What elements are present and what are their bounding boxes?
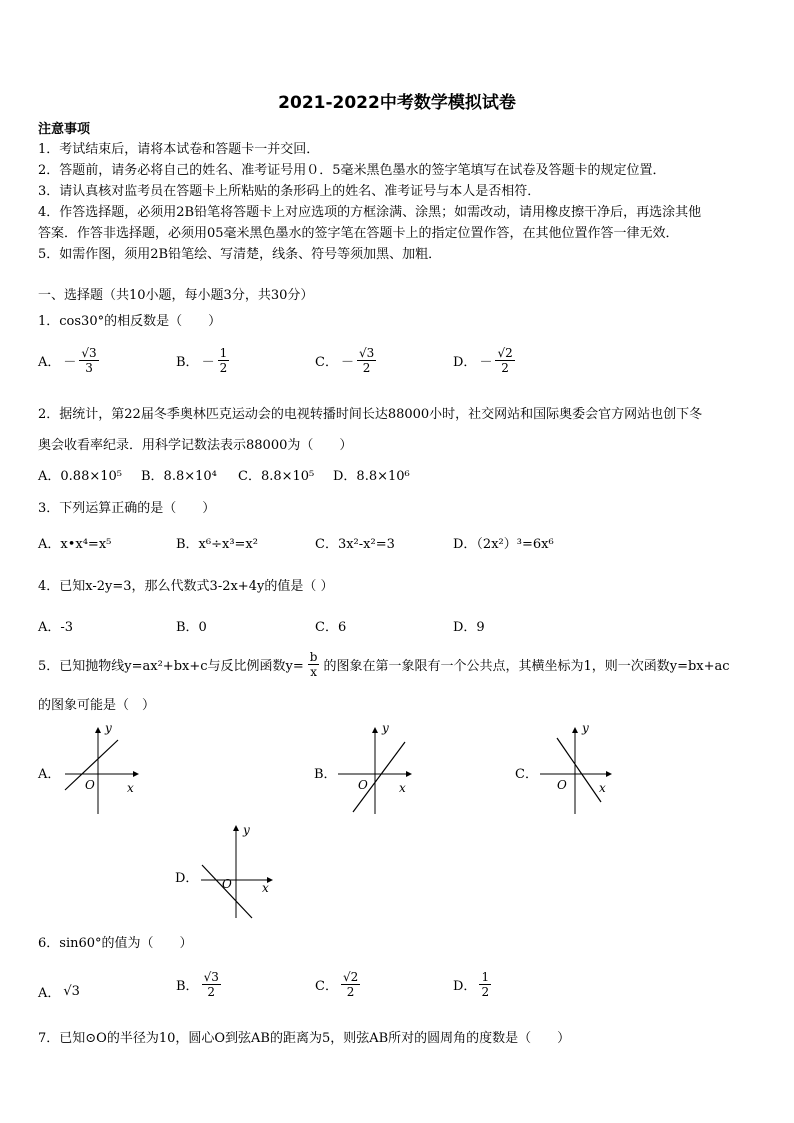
notice-item-2: 2．答题前，请务必将自己的姓名、准考证号用０．5毫米黑色墨水的签字笔填写在试卷及答题卡的规定位置．	[38, 163, 666, 178]
q2-stem-line1: 2．据统计，第22届冬季奥林匹克运动会的电视转播时间长达88000小时，社交网站和国际奥委会官方网站也创下冬	[38, 407, 703, 422]
q1-b-den: 2	[219, 361, 228, 375]
q5-graph-c-line	[557, 738, 601, 802]
svg-text:x: x	[127, 781, 134, 795]
q4-option-a: A．-3	[38, 620, 74, 635]
q6-c-den: 2	[346, 985, 355, 999]
q6-c-label: C．	[315, 979, 338, 994]
svg-text:O: O	[358, 778, 368, 792]
q6-option-c	[315, 970, 360, 999]
q1-option-b	[176, 346, 229, 375]
q3-option-b: B．x⁶÷x³=x²	[176, 537, 258, 552]
q1-option-a	[38, 346, 99, 375]
q5-graph-a	[60, 722, 150, 822]
q1-a-fraction	[79, 346, 98, 375]
q6-option-a	[38, 982, 80, 1001]
q6-option-d	[453, 970, 491, 999]
q1-c-sign: －	[340, 355, 354, 370]
q1-c-fraction	[357, 346, 376, 375]
notice-item-1: 1．考试结束后，请将本试卷和答题卡一并交回．	[38, 142, 320, 157]
q2-option-a: A．0.88×10⁵	[38, 469, 122, 484]
q1-option-d	[453, 346, 515, 375]
svg-text:y: y	[582, 722, 589, 735]
q1-a-den: 3	[85, 361, 93, 375]
q1-c-num: √3	[358, 346, 375, 360]
q6-d-den: 2	[481, 985, 490, 999]
q6-d-label: D．	[453, 979, 477, 994]
q5-stem-pre: 5．已知抛物线y=ax²+bx+c与反比例函数y=	[38, 659, 304, 674]
q1-d-sign: －	[479, 355, 493, 370]
q5-frac-den: x	[310, 665, 317, 679]
q1-option-c	[315, 346, 376, 375]
svg-text:y: y	[243, 823, 250, 837]
q1-b-sign: －	[201, 355, 215, 370]
q3-option-a: A．x•x⁴=x⁵	[38, 537, 112, 552]
q6-d-fraction	[479, 970, 491, 999]
q5-option-b-label: B．	[314, 767, 337, 782]
q5-frac-num: b	[309, 650, 318, 664]
notice-item-3: 3．请认真核对监考员在答题卡上所粘贴的条形码上的姓名、准考证号与本人是否相符．	[38, 184, 541, 199]
q2-option-c: C．8.8×10⁵	[238, 469, 315, 484]
q4-option-d: D．9	[453, 620, 485, 635]
q2-option-d: D．8.8×10⁶	[333, 469, 410, 484]
svg-text:O: O	[222, 877, 232, 891]
q5-stem-line1	[38, 650, 730, 679]
q6-b-den: 2	[207, 985, 216, 999]
q3-stem: 3．下列运算正确的是（ ）	[38, 501, 216, 516]
q5-graph-d	[196, 820, 286, 920]
q1-b-fraction	[218, 346, 230, 375]
q3-option-c: C．3x²-x²=3	[315, 537, 395, 552]
svg-text:O: O	[557, 778, 567, 792]
q6-c-fraction	[341, 970, 360, 999]
q7-stem: 7．已知⊙O的半径为10，圆心O到弦AB的距离为5，则弦AB所对的圆周角的度数是（ ）	[38, 1031, 571, 1046]
q1-b-label: B．	[176, 355, 199, 370]
q6-b-label: B．	[176, 979, 199, 994]
q2-option-b: B．8.8×10⁴	[141, 469, 217, 484]
q5-graph-b	[333, 722, 423, 822]
q6-option-b	[176, 970, 221, 999]
q5-option-a-label: A．	[38, 767, 61, 782]
q1-c-den: 2	[362, 361, 371, 375]
q1-b-num: 1	[219, 346, 228, 360]
notice-item-4-cont: 答案．作答非选择题，必须用05毫米黑色墨水的签字笔在答题卡上的指定位置作答，在其他位置作答一律无效．	[38, 226, 679, 241]
q6-d-num: 1	[481, 970, 490, 984]
q1-d-den: 2	[501, 361, 509, 375]
q6-b-num: √3	[203, 970, 219, 984]
q6-a-label: A．	[38, 986, 61, 1001]
q6-c-num: √2	[342, 970, 359, 984]
svg-text:x: x	[399, 781, 406, 795]
q4-option-c: C．6	[315, 620, 347, 635]
q2-stem-line2: 奥会收看率纪录．用科学记数法表示88000为（ ）	[38, 438, 353, 453]
svg-text:y: y	[105, 722, 112, 735]
q5-graph-b-line	[353, 742, 405, 812]
q5-stem-post: 的图象在第一象限有一个公共点，其横坐标为1，则一次函数y=bx+ac	[323, 659, 730, 674]
q1-a-sign: －	[63, 355, 77, 370]
notice-item-4: 4．作答选择题，必须用2B铅笔将答题卡上对应选项的方框涂满、涂黑；如需改动，请用橡皮擦干净后，再选涂其他	[38, 205, 702, 220]
q1-stem: 1．cos30°的相反数是（ ）	[38, 314, 222, 329]
q5-option-d-label: D．	[175, 871, 199, 886]
q4-option-b: B．0	[176, 620, 207, 635]
svg-text:O: O	[85, 778, 95, 792]
q6-stem: 6．sin60°的值为（ ）	[38, 936, 193, 951]
q1-d-fraction	[495, 346, 514, 375]
notice-heading: 注意事项	[38, 122, 91, 137]
q1-c-label: C．	[315, 355, 338, 370]
svg-text:y: y	[382, 722, 389, 735]
q1-a-num: √3	[81, 346, 97, 360]
q5-graph-d-line	[202, 865, 252, 918]
q1-d-label: D．	[453, 355, 477, 370]
q3-option-d: D．（2x²）³=6x⁶	[453, 537, 554, 552]
q5-stem-line2: 的图象可能是（ ）	[38, 698, 156, 713]
svg-text:x: x	[599, 781, 606, 795]
q1-a-label: A．	[38, 355, 61, 370]
section-heading: 一、选择题（共10小题，每小题3分，共30分）	[38, 288, 314, 303]
q5-fraction	[308, 650, 320, 679]
svg-text:x: x	[262, 881, 269, 895]
q6-b-fraction	[202, 970, 221, 999]
page-title: 2021-2022中考数学模拟试卷	[278, 93, 516, 113]
notice-item-5: 5．如需作图，须用2B铅笔绘、写清楚，线条、符号等须加黑、加粗．	[38, 247, 442, 262]
q4-stem: 4．已知x-2y=3，那么代数式3-2x+4y的值是（ ）	[38, 579, 334, 594]
q5-option-c-label: C．	[515, 767, 538, 782]
q5-graph-c	[535, 722, 625, 822]
q1-d-num: √2	[497, 346, 513, 360]
q6-a-value: √3	[63, 984, 80, 999]
